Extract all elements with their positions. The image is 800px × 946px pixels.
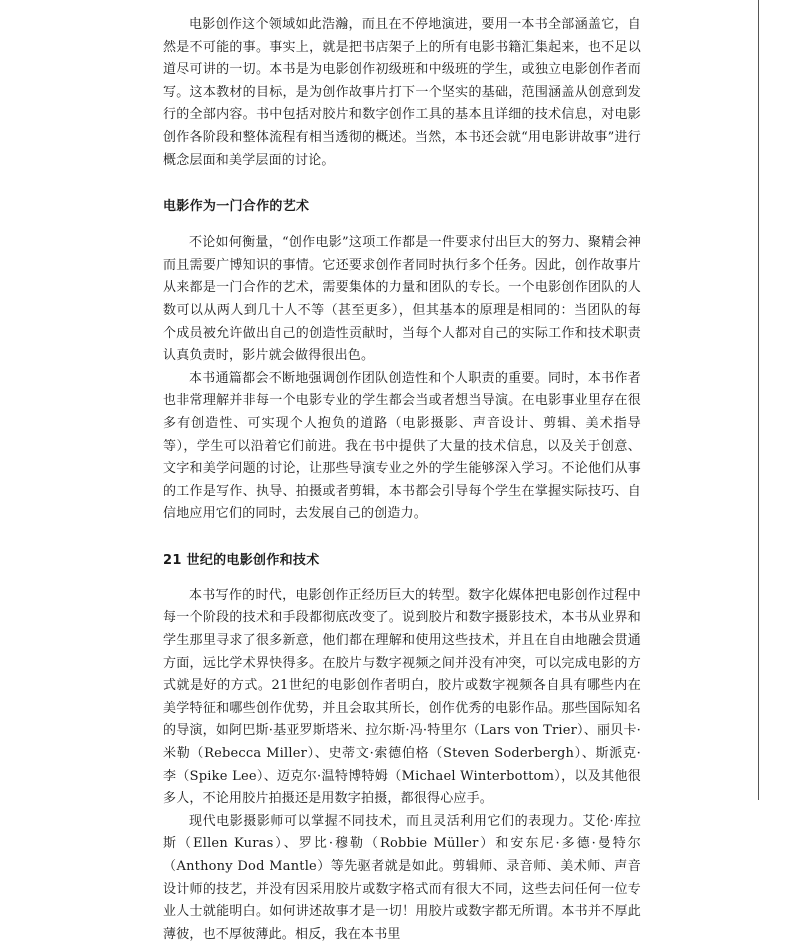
century-paragraph-2: 现代电影摄影师可以掌握不同技术，而且灵活利用它们的表现力。艾伦·库拉斯（Ellen Kuras）、罗比·穆勒（Robbie Müller）和安东尼·多德·曼特尔（Anthony Dod Mantle）等先驱者就是如此。剪辑师、录音师、美术师、声音设计师的技艺，并没有因采用胶片或数字格式而有很大不同，这些去问任何一位专业人士就能明白。如何讲述故事才是一切！用胶片或数字都无所谓。本书并不厚此薄彼，也不厚彼薄此。相反，我在本书里 — [163, 813, 641, 942]
page-content — [163, 14, 641, 946]
century-paragraph-1: 本书写作的时代，电影创作正经历巨大的转型。数字化媒体把电影创作过程中每一个阶段的技术和手段都彻底改变了。说到胶片和数字摄影技术，本书从业界和学生那里寻求了很多新意，他们都在理解和使用这些技术，并且在自由地融会贯通方面，远比学术界快得多。在胶片与数字视频之间并没有冲突，可以完成电影的方式就是好的方式。21世纪的电影创作者明白，胶片或数字视频各自具有哪些内在美学特征和哪些创作优势，并且会取其所长，创作优秀的电影作品。那些国际知名的导演，如阿巴斯·基亚罗斯塔米、拉尔斯·冯·特里尔（Lars von Trier）、丽贝卡·米勒（Rebecca Miller）、史蒂文·索德伯格（Steven Soderbergh）、斯派克·李（Spike Lee）、迈克尔·温特博特姆（Michael Winterbottom），以及其他很多人，不论用胶片拍摄还是用数字拍摄，都很得心应手。 — [163, 587, 641, 807]
intro-paragraph: 电影创作这个领域如此浩瀚，而且在不停地演进，要用一本书全部涵盖它，自然是不可能的事。事实上，就是把书店架子上的所有电影书籍汇集起来，也不足以道尽可讲的一切。本书是为电影创作初级班和中级班的学生，或独立电影创作者而写。这本教材的目标，是为创作故事片打下一个坚实的基础，范围涵盖从创意到发行的全部内容。书中包括对胶片和数字创作工具的基本且详细的技术信息，对电影创作各阶段和整体流程有相当透彻的概述。当然，本书还会就“用电影讲故事”进行概念层面和美学层面的讨论。 — [163, 17, 641, 168]
section-heading-collaboration: 电影作为一门合作的艺术 — [163, 199, 310, 215]
collaboration-paragraph-2: 本书通篇都会不断地强调创作团队创造性和个人职责的重要。同时，本书作者也非常理解并非每一个电影专业的学生都会当或者想当导演。在电影事业里存在很多有创造性、可实现个人抱负的道路（电影摄影、声音设计、剪辑、美术指导等），学生可以沿着它们前进。我在书中提供了大量的技术信息，以及关于创意、文字和美学问题的讨论，让那些导演专业之外的学生能够深入学习。不论他们从事的工作是写作、执导、拍摄或者剪辑，本书都会引导每个学生在掌握实际技巧、自信地应用它们的同时，去发展自己的创造力。 — [163, 370, 641, 522]
section-heading-century: 21 世纪的电影创作和技术 — [163, 552, 320, 568]
page-edge-rule — [758, 0, 759, 800]
collaboration-paragraph-1: 不论如何衡量，“创作电影”这项工作都是一件要求付出巨大的努力、聚精会神而且需要广博知识的事情。它还要求创作者同时执行多个任务。因此，创作故事片从来都是一门合作的艺术，需要集体的力量和团队的专长。一个电影创作团队的人数可以从两人到几十人不等（甚至更多），但其基本的原理是相同的：当团队的每个成员被允许做出自己的创造性贡献时，当每个人都对自己的实际工作和技术职责认真负责时，影片就会做得很出色。 — [163, 235, 641, 364]
